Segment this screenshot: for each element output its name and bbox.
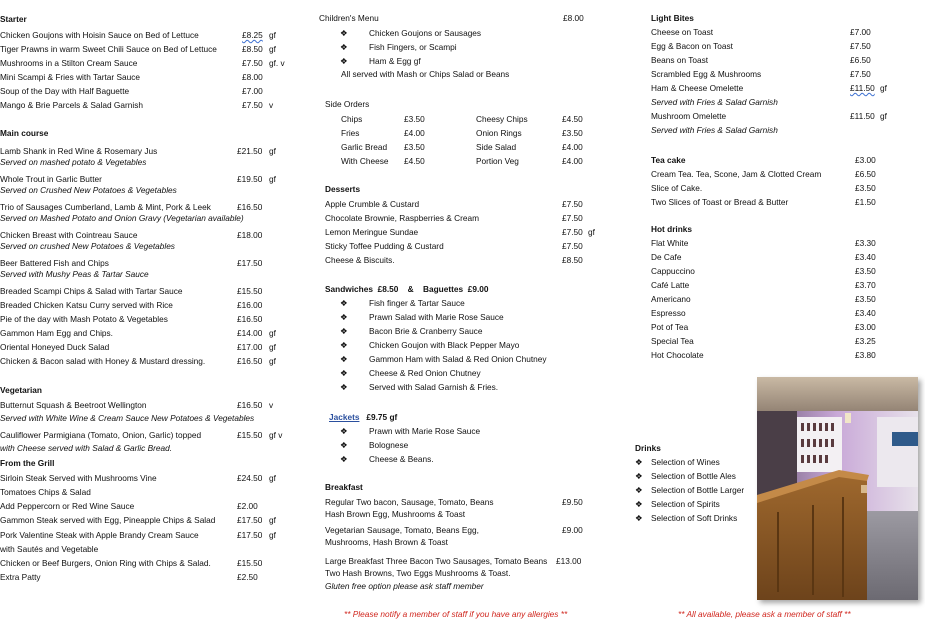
breakfast-item-price: £13.00	[556, 556, 582, 566]
bar-photo-illustration	[757, 377, 918, 600]
breakfast-heading: Breakfast	[325, 482, 363, 492]
light-bites-heading: Light Bites	[651, 13, 694, 23]
baguettes-title: Baguettes	[422, 284, 464, 294]
menu-item-name: Soup of the Day with Half Baguette	[0, 86, 130, 96]
menu-item-price: £7.00	[242, 86, 263, 96]
bar-interior-photo	[757, 377, 918, 600]
bullet-icon: ❖	[340, 426, 348, 436]
menu-item-price: £15.50	[237, 430, 263, 440]
light-bite-price: £7.50	[850, 69, 871, 79]
bullet-icon: ❖	[340, 312, 348, 322]
light-bite-price: £11.50	[850, 111, 875, 121]
bullet-icon: ❖	[340, 326, 348, 336]
hot-drink-name: Flat White	[651, 238, 689, 248]
sandwich-item: Served with Salad Garnish & Fries.	[369, 382, 499, 392]
bullet-icon: ❖	[635, 471, 643, 481]
menu-item-tag: v	[269, 100, 274, 110]
menu-item-price: £14.00	[237, 328, 263, 338]
starter-heading: Starter	[0, 14, 27, 24]
menu-item-name: Mango & Brie Parcels & Salad Garnish	[0, 100, 143, 110]
menu-item-name: Lamb Shank in Red Wine & Rosemary Jus	[0, 146, 158, 156]
hot-drink-price: £3.50	[855, 294, 876, 304]
side-item-price: £4.50	[562, 114, 583, 124]
bullet-icon: ❖	[340, 28, 348, 38]
hot-drink-name: Espresso	[651, 308, 686, 318]
light-bite-name: Mushroom Omelette	[651, 111, 727, 121]
childrens-price: £8.00	[563, 13, 584, 23]
breakfast-item-line1: Vegetarian Sausage, Tomato, Beans Egg,	[325, 525, 479, 535]
menu-item-name: Mini Scampi & Fries with Tartar Sauce	[0, 72, 141, 82]
dessert-price: £7.50	[562, 227, 583, 237]
tea-cake-heading: Tea cake	[651, 155, 686, 165]
light-bite-note: Served with Fries & Salad Garnish	[651, 97, 778, 107]
menu-item-tag: gf	[269, 342, 276, 352]
menu-item-name: Beer Battered Fish and Chips	[0, 258, 109, 268]
menu-item-tag: gf	[269, 174, 276, 184]
bullet-icon: ❖	[340, 354, 348, 364]
menu-item-name: Breaded Chicken Katsu Curry served with Rice	[0, 300, 173, 310]
side-item-price: £4.00	[562, 142, 583, 152]
drinks-heading: Drinks	[635, 443, 661, 453]
tea-item-price: £1.50	[855, 197, 876, 207]
hot-drink-price: £3.00	[855, 322, 876, 332]
bullet-icon: ❖	[340, 298, 348, 308]
jacket-item: Bolognese	[369, 440, 409, 450]
light-bite-note: Served with Fries & Salad Garnish	[651, 125, 778, 135]
tea-item-price: £3.00	[855, 155, 876, 165]
bullet-icon: ❖	[340, 42, 348, 52]
bullet-icon: ❖	[340, 368, 348, 378]
side-item-price: £3.50	[562, 128, 583, 138]
menu-item-name: Gammon Ham Egg and Chips.	[0, 328, 113, 338]
menu-item-price: £2.00	[237, 501, 258, 511]
menu-item-price: £24.50	[237, 473, 263, 483]
menu-item-price: £19.50	[237, 174, 263, 184]
hot-drink-price: £3.70	[855, 280, 876, 290]
menu-item-price: £16.50	[237, 202, 263, 212]
light-bite-price: £6.50	[850, 55, 871, 65]
bullet-icon: ❖	[635, 485, 643, 495]
menu-item-tag: gf	[269, 30, 276, 40]
sandwich-item: Prawn Salad with Marie Rose Sauce	[369, 312, 504, 322]
bullet-icon: ❖	[340, 56, 348, 66]
dessert-name: Cheese & Biscuits.	[325, 255, 395, 265]
menu-item-name-cont: Tomatoes Chips & Salad	[0, 487, 91, 497]
bullet-icon: ❖	[340, 340, 348, 350]
breakfast-item-line2: Two Hash Browns, Two Eggs Mushrooms & Toast.	[325, 568, 511, 578]
jacket-item: Prawn with Marie Rose Sauce	[369, 426, 481, 436]
menu-item-tag: gf	[269, 328, 276, 338]
main-course-heading: Main course	[0, 128, 49, 138]
bullet-icon: ❖	[340, 454, 348, 464]
menu-item-price: £7.50	[242, 58, 263, 68]
hot-drink-name: De Cafe	[651, 252, 682, 262]
menu-item-name: Pie of the day with Mash Potato & Vegetables	[0, 314, 168, 324]
breakfast-item-line2: Hash Brown Egg, Mushrooms & Toast	[325, 509, 466, 519]
breakfast-note: Gluten free option please ask staff member	[325, 581, 484, 591]
menu-item-price: £7.50	[242, 100, 263, 110]
side-item-price: £4.00	[562, 156, 583, 166]
side-item-name: Cheesy Chips	[476, 114, 528, 124]
menu-item-note: with Cheese served with Salad & Garlic Bread.	[0, 443, 173, 453]
hot-drink-name: Cappuccino	[651, 266, 695, 276]
sandwich-item: Bacon Brie & Cranberry Sauce	[369, 326, 483, 336]
sandwich-item: Cheese & Red Onion Chutney	[369, 368, 481, 378]
dessert-price: £7.50	[562, 241, 583, 251]
menu-item-name: Breaded Scampi Chips & Salad with Tartar Sauce	[0, 286, 183, 296]
jackets-price: £9.75 gf	[366, 412, 398, 422]
menu-item-name: Gammon Steak served with Egg, Pineapple Chips & Salad	[0, 515, 216, 525]
breakfast-item-line1: Regular Two bacon, Sausage, Tomato, Beans	[325, 497, 494, 507]
hot-drink-price: £3.40	[855, 308, 876, 318]
allergy-note: ** Please notify a member of staff if you have any allergies **	[344, 609, 568, 619]
menu-item-note: Served on crushed New Potatoes & Vegetables	[0, 241, 175, 251]
menu-item-tag: v	[269, 400, 274, 410]
breakfast-item-price: £9.50	[562, 497, 583, 507]
drinks-item: Selection of Soft Drinks	[651, 513, 738, 523]
bullet-icon: ❖	[635, 513, 643, 523]
childrens-item: Chicken Goujons or Sausages	[369, 28, 482, 38]
menu-item-price: £2.50	[237, 572, 258, 582]
hot-drink-price: £3.30	[855, 238, 876, 248]
menu-item-price: £16.50	[237, 314, 263, 324]
hot-drink-name: Café Latte	[651, 280, 690, 290]
dessert-name: Apple Crumble & Custard	[325, 199, 420, 209]
menu-item-price: £16.50	[237, 356, 263, 366]
menu-item-price: £17.50	[237, 258, 263, 268]
sandwiches-price: £8.50	[377, 284, 399, 294]
menu-item-name: Chicken or Beef Burgers, Onion Ring with Chips & Salad.	[0, 558, 211, 568]
menu-item-price: £16.00	[237, 300, 263, 310]
side-item-price: £3.50	[404, 142, 425, 152]
hot-drink-name: Americano	[651, 294, 691, 304]
menu-item-price: £15.50	[237, 286, 263, 296]
jackets-heading	[329, 412, 397, 423]
dessert-price: £7.50	[562, 199, 583, 209]
light-bite-tag: gf	[880, 111, 887, 121]
menu-item-name: Chicken & Bacon salad with Honey & Mustard dressing.	[0, 356, 206, 366]
sandwiches-title: Sandwiches	[325, 284, 373, 294]
bullet-icon: ❖	[340, 382, 348, 392]
menu-item-price: £15.50	[237, 558, 263, 568]
menu-item-name: Chicken Goujons with Hoisin Sauce on Bed of Lettuce	[0, 30, 199, 40]
tea-item-name: Two Slices of Toast or Bread & Butter	[651, 197, 789, 207]
jackets-title: Jackets	[329, 412, 360, 422]
menu-item-note: Served on Crushed New Potatoes & Vegetables	[0, 185, 177, 195]
menu-item-name: Extra Patty	[0, 572, 41, 582]
menu-item-name-cont: with Sautés and Vegetable	[0, 544, 99, 554]
menu-item-note: Served with Mushy Peas & Tartar Sauce	[0, 269, 149, 279]
dessert-price: £7.50	[562, 213, 583, 223]
menu-item-tag: gf. v	[269, 58, 285, 68]
sandwiches-heading	[325, 284, 489, 295]
breakfast-item-price: £9.00	[562, 525, 583, 535]
side-item-name: Side Salad	[476, 142, 517, 152]
hot-drink-price: £3.25	[855, 336, 876, 346]
sandwiches-amp: &	[407, 284, 414, 294]
drinks-item: Selection of Spirits	[651, 499, 720, 509]
side-item-name: Portion Veg	[476, 156, 519, 166]
menu-item-price: £21.50	[237, 146, 263, 156]
light-bite-name: Ham & Cheese Omelette	[651, 83, 744, 93]
menu-item-price: £8.25	[242, 30, 263, 40]
jacket-item: Cheese & Beans.	[369, 454, 434, 464]
menu-item-price: £18.00	[237, 230, 263, 240]
menu-item-name: Sirloin Steak Served with Mushrooms Vine	[0, 473, 157, 483]
menu-item-note: Served on Mashed Potato and Onion Gravy (Vegetarian available)	[0, 213, 244, 223]
childrens-heading: Children's Menu	[319, 13, 379, 23]
vegetarian-heading: Vegetarian	[0, 385, 42, 395]
menu-item-tag: gf	[269, 356, 276, 366]
menu-item-note: Served on mashed potato & Vegetables	[0, 157, 147, 167]
side-orders-heading: Side Orders	[325, 99, 370, 109]
childrens-item: Fish Fingers, or Scampi	[369, 42, 457, 52]
menu-item-tag: gf	[269, 44, 276, 54]
hot-drink-name: Hot Chocolate	[651, 350, 704, 360]
menu-item-name: Butternut Squash & Beetroot Wellington	[0, 400, 147, 410]
side-item-name: Chips	[341, 114, 363, 124]
light-bite-name: Egg & Bacon on Toast	[651, 41, 733, 51]
menu-item-name: Mushrooms in a Stilton Cream Sauce	[0, 58, 138, 68]
menu-item-name: Whole Trout in Garlic Butter	[0, 174, 102, 184]
menu-item-tag: gf	[269, 146, 276, 156]
menu-item-price: £17.50	[237, 530, 263, 540]
hot-drink-price: £3.50	[855, 266, 876, 276]
menu-item-name: Cauliflower Parmigiana (Tomato, Onion, Garlic) topped	[0, 430, 202, 440]
hot-drink-price: £3.40	[855, 252, 876, 262]
dessert-name: Chocolate Brownie, Raspberries & Cream	[325, 213, 480, 223]
bullet-icon: ❖	[635, 499, 643, 509]
side-item-name: With Cheese	[341, 156, 389, 166]
hot-drink-price: £3.80	[855, 350, 876, 360]
drinks-item: Selection of Bottle Larger	[651, 485, 745, 495]
menu-item-name: Chicken Breast with Cointreau Sauce	[0, 230, 138, 240]
menu-item-price: £17.00	[237, 342, 263, 352]
tea-item-price: £3.50	[855, 183, 876, 193]
side-item-name: Onion Rings	[476, 128, 522, 138]
menu-item-name: Add Peppercorn or Red Wine Sauce	[0, 501, 135, 511]
menu-item-name: Oriental Honeyed Duck Salad	[0, 342, 110, 352]
desserts-heading: Desserts	[325, 184, 361, 194]
menu-item-name: Trio of Sausages Cumberland, Lamb & Mint, Pork & Leek	[0, 202, 211, 212]
menu-item-tag: gf	[269, 473, 276, 483]
menu-item-price: £8.50	[242, 44, 263, 54]
menu-item-tag: gf	[269, 515, 276, 525]
menu-item-note: Served with White Wine & Cream Sauce New Potatoes & Vegetables	[0, 413, 255, 423]
menu-item-tag: gf v	[269, 430, 283, 440]
bullet-icon: ❖	[340, 440, 348, 450]
childrens-footer: All served with Mash or Chips Salad or Beans	[341, 69, 510, 79]
dessert-price: £8.50	[562, 255, 583, 265]
dessert-name: Sticky Toffee Pudding & Custard	[325, 241, 444, 251]
menu-item-price: £17.50	[237, 515, 263, 525]
light-bite-price: £11.50	[850, 83, 875, 93]
childrens-item: Ham & Egg gf	[369, 56, 421, 66]
hot-drink-name: Special Tea	[651, 336, 694, 346]
tea-item-name: Cream Tea. Tea, Scone, Jam & Clotted Cream	[651, 169, 822, 179]
side-item-price: £4.00	[404, 128, 425, 138]
breakfast-item-line1: Large Breakfast Three Bacon Two Sausages, Tomato Beans	[325, 556, 548, 566]
tea-item-name: Slice of Cake.	[651, 183, 703, 193]
light-bite-tag: gf	[880, 83, 887, 93]
dessert-name: Lemon Meringue Sundae	[325, 227, 419, 237]
tea-item-price: £6.50	[855, 169, 876, 179]
breakfast-item-line2: Mushrooms, Hash Brown & Toast	[325, 537, 448, 547]
drinks-item: Selection of Wines	[651, 457, 720, 467]
light-bite-price: £7.50	[850, 41, 871, 51]
dessert-tag: gf	[588, 227, 595, 237]
light-bite-name: Cheese on Toast	[651, 27, 714, 37]
side-item-price: £4.50	[404, 156, 425, 166]
menu-item-name: Tiger Prawns in warm Sweet Chili Sauce on Bed of Lettuce	[0, 44, 217, 54]
availability-note: ** All available, please ask a member of staff **	[678, 609, 851, 619]
light-bite-price: £7.00	[850, 27, 871, 37]
sandwich-item: Chicken Goujon with Black Pepper Mayo	[369, 340, 520, 350]
sandwich-item: Fish finger & Tartar Sauce	[369, 298, 465, 308]
side-item-name: Fries	[341, 128, 360, 138]
sandwich-item: Gammon Ham with Salad & Red Onion Chutney	[369, 354, 547, 364]
menu-item-name: Pork Valentine Steak with Apple Brandy Cream Sauce	[0, 530, 199, 540]
grill-heading: From the Grill	[0, 458, 55, 468]
hot-drink-name: Pot of Tea	[651, 322, 689, 332]
baguettes-price: £9.00	[467, 284, 489, 294]
side-item-name: Garlic Bread	[341, 142, 388, 152]
menu-item-tag: gf	[269, 530, 276, 540]
drinks-item: Selection of Bottle Ales	[651, 471, 736, 481]
hot-drinks-heading: Hot drinks	[651, 224, 693, 234]
bullet-icon: ❖	[635, 457, 643, 467]
side-item-price: £3.50	[404, 114, 425, 124]
menu-item-price: £8.00	[242, 72, 263, 82]
light-bite-name: Scrambled Egg & Mushrooms	[651, 69, 762, 79]
light-bite-name: Beans on Toast	[651, 55, 709, 65]
menu-item-price: £16.50	[237, 400, 263, 410]
